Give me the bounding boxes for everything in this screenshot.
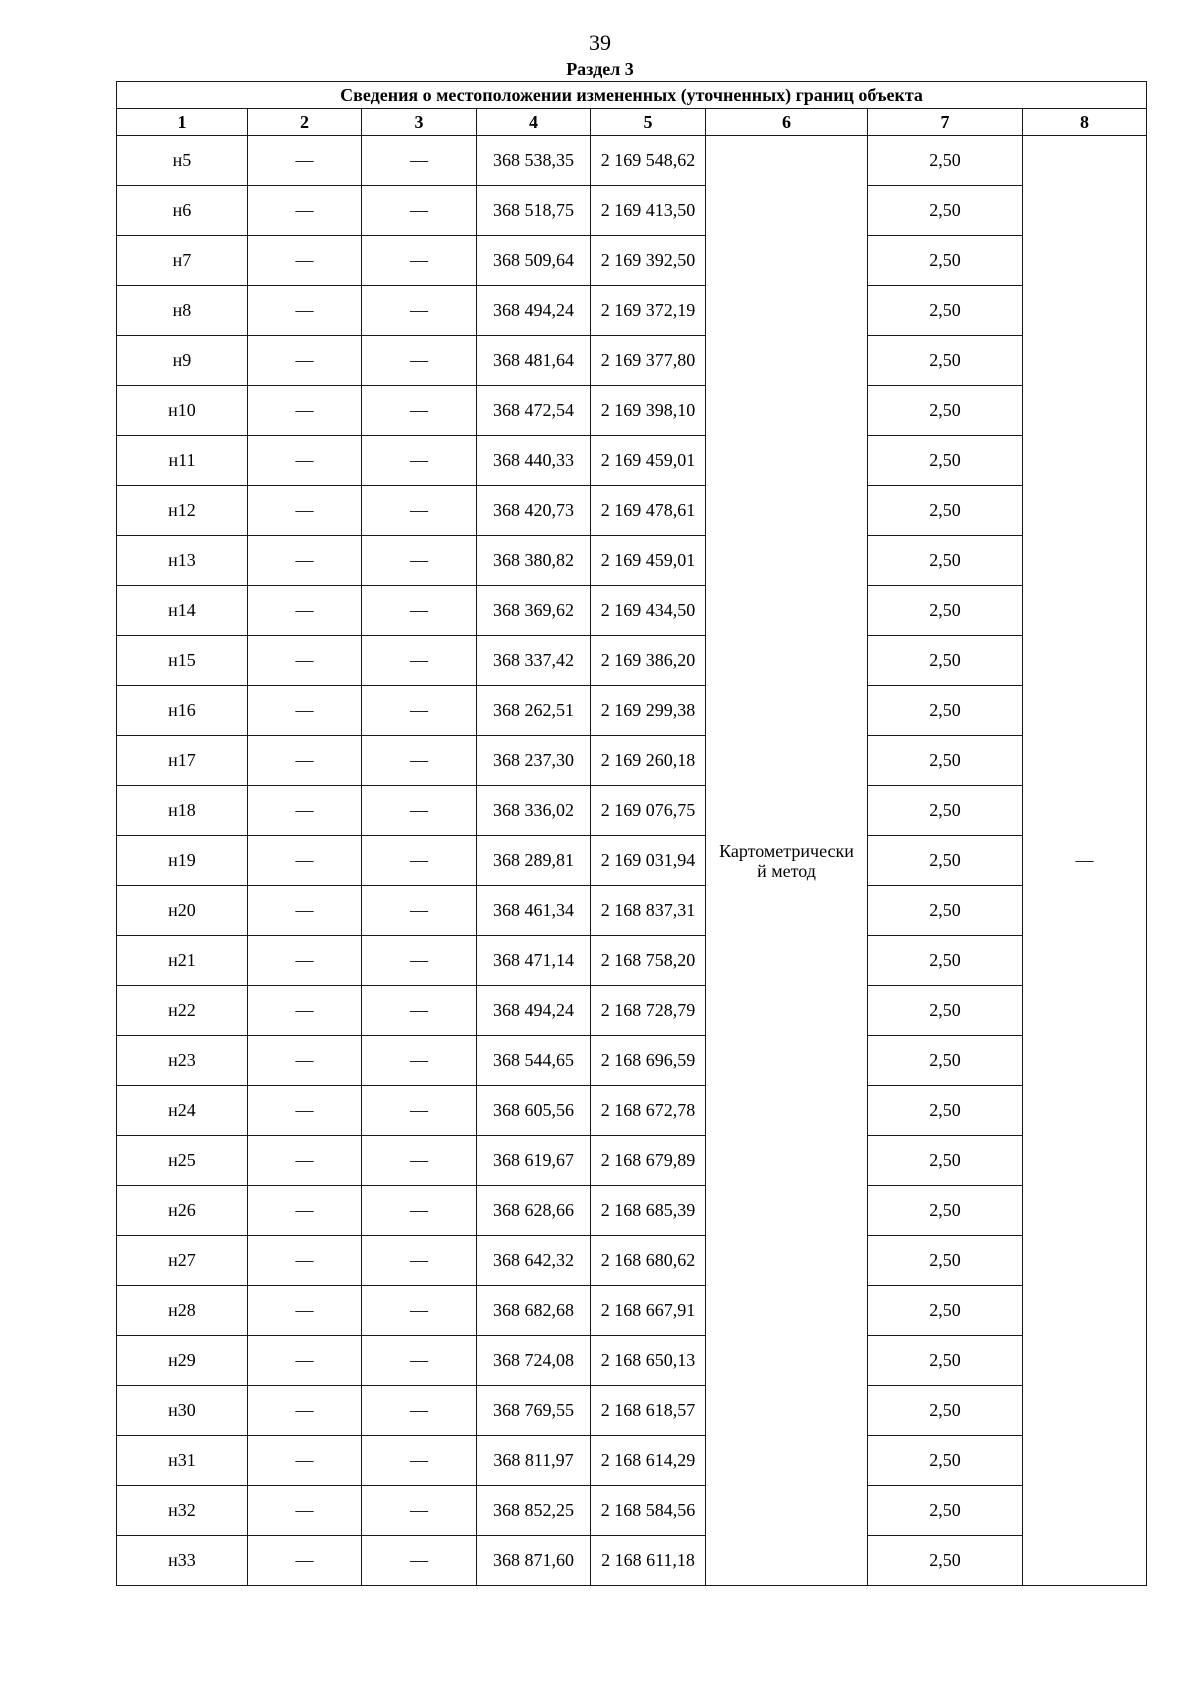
precision-value: 2,50 bbox=[868, 886, 1023, 936]
dash-cell: — bbox=[248, 736, 362, 786]
precision-value: 2,50 bbox=[868, 1486, 1023, 1536]
coordinate-x: 368 871,60 bbox=[477, 1536, 591, 1586]
point-number: н7 bbox=[117, 236, 248, 286]
point-number: н16 bbox=[117, 686, 248, 736]
dash-cell: — bbox=[248, 336, 362, 386]
precision-value: 2,50 bbox=[868, 1286, 1023, 1336]
precision-value: 2,50 bbox=[868, 786, 1023, 836]
coordinate-x: 368 494,24 bbox=[477, 986, 591, 1036]
dash-cell: — bbox=[362, 936, 477, 986]
dash-cell: — bbox=[362, 686, 477, 736]
coordinate-y: 2 168 728,79 bbox=[591, 986, 706, 1036]
section-title: Раздел 3 bbox=[566, 59, 634, 79]
point-number: н31 bbox=[117, 1436, 248, 1486]
dash-cell: — bbox=[248, 1236, 362, 1286]
dash-cell: — bbox=[248, 486, 362, 536]
coordinate-x: 368 420,73 bbox=[477, 486, 591, 536]
dash-cell: — bbox=[362, 1486, 477, 1536]
coordinate-x: 368 619,67 bbox=[477, 1136, 591, 1186]
dash-cell: — bbox=[248, 386, 362, 436]
coordinate-x: 368 544,65 bbox=[477, 1036, 591, 1086]
coordinate-x: 368 481,64 bbox=[477, 336, 591, 386]
point-number: н14 bbox=[117, 586, 248, 636]
dash-cell: — bbox=[248, 536, 362, 586]
table-row bbox=[117, 486, 1147, 536]
dash-cell: — bbox=[362, 986, 477, 1036]
dash-cell: — bbox=[362, 1386, 477, 1436]
precision-value: 2,50 bbox=[868, 436, 1023, 486]
dash-cell: — bbox=[362, 636, 477, 686]
coordinate-y: 2 168 679,89 bbox=[591, 1136, 706, 1186]
coordinate-x: 368 509,64 bbox=[477, 236, 591, 286]
point-number: н22 bbox=[117, 986, 248, 1036]
table-row bbox=[117, 236, 1147, 286]
method-text-line1: Картометрически bbox=[719, 840, 854, 861]
point-number: н26 bbox=[117, 1186, 248, 1236]
point-number: н5 bbox=[117, 136, 248, 186]
point-number: н29 bbox=[117, 1336, 248, 1386]
dash-cell: — bbox=[362, 586, 477, 636]
coordinate-y: 2 168 680,62 bbox=[591, 1236, 706, 1286]
coordinate-x: 368 494,24 bbox=[477, 286, 591, 336]
coordinate-y: 2 168 758,20 bbox=[591, 936, 706, 986]
column-number: 5 bbox=[591, 109, 706, 136]
dash-cell: — bbox=[362, 1436, 477, 1486]
coordinate-y: 2 169 459,01 bbox=[591, 536, 706, 586]
coordinate-y: 2 169 260,18 bbox=[591, 736, 706, 786]
point-number: н32 bbox=[117, 1486, 248, 1536]
dash-cell: — bbox=[362, 436, 477, 486]
precision-value: 2,50 bbox=[868, 1336, 1023, 1386]
precision-value: 2,50 bbox=[868, 586, 1023, 636]
coordinate-x: 368 538,35 bbox=[477, 136, 591, 186]
table-row bbox=[117, 286, 1147, 336]
coordinate-x: 368 628,66 bbox=[477, 1186, 591, 1236]
precision-value: 2,50 bbox=[868, 286, 1023, 336]
column-numbers-row bbox=[117, 109, 1147, 136]
coordinate-x: 368 724,08 bbox=[477, 1336, 591, 1386]
coordinate-x: 368 337,42 bbox=[477, 636, 591, 686]
column-number: 1 bbox=[117, 109, 248, 136]
column-number: 6 bbox=[706, 109, 868, 136]
coordinate-y: 2 168 667,91 bbox=[591, 1286, 706, 1336]
point-number: н25 bbox=[117, 1136, 248, 1186]
table-row bbox=[117, 336, 1147, 386]
dash-cell: — bbox=[362, 1286, 477, 1336]
dash-cell: — bbox=[248, 1286, 362, 1336]
coordinate-y: 2 169 076,75 bbox=[591, 786, 706, 836]
point-number: н24 bbox=[117, 1086, 248, 1136]
dash-cell: — bbox=[248, 786, 362, 836]
dash-cell: — bbox=[248, 436, 362, 486]
coordinate-y: 2 168 614,29 bbox=[591, 1436, 706, 1486]
dash-cell: — bbox=[248, 986, 362, 1036]
coordinate-y: 2 168 685,39 bbox=[591, 1186, 706, 1236]
coordinate-x: 368 336,02 bbox=[477, 786, 591, 836]
precision-value: 2,50 bbox=[868, 1236, 1023, 1286]
dash-cell: — bbox=[362, 536, 477, 586]
precision-value: 2,50 bbox=[868, 636, 1023, 686]
dash-cell: — bbox=[362, 236, 477, 286]
coordinates-table bbox=[116, 81, 1147, 1586]
method-cell bbox=[706, 136, 868, 1586]
coordinate-x: 368 262,51 bbox=[477, 686, 591, 736]
coordinate-y: 2 169 372,19 bbox=[591, 286, 706, 336]
dash-cell: — bbox=[362, 886, 477, 936]
coordinate-y: 2 169 413,50 bbox=[591, 186, 706, 236]
method-text-line2: й метод bbox=[757, 860, 816, 881]
point-number: н10 bbox=[117, 386, 248, 436]
dash-cell: — bbox=[248, 1386, 362, 1436]
table-row bbox=[117, 636, 1147, 686]
dash-cell: — bbox=[362, 836, 477, 886]
coordinate-y: 2 168 837,31 bbox=[591, 886, 706, 936]
precision-value: 2,50 bbox=[868, 1386, 1023, 1436]
page-number: 39 bbox=[589, 30, 611, 55]
coordinate-y: 2 169 377,80 bbox=[591, 336, 706, 386]
coordinate-y: 2 168 650,13 bbox=[591, 1336, 706, 1386]
table-row bbox=[117, 1336, 1147, 1386]
point-number: н15 bbox=[117, 636, 248, 686]
table-caption: Сведения о местоположении измененных (уточненных) границ объекта bbox=[117, 82, 1147, 109]
table-row bbox=[117, 1086, 1147, 1136]
coordinate-y: 2 169 031,94 bbox=[591, 836, 706, 886]
precision-value: 2,50 bbox=[868, 1086, 1023, 1136]
point-number: н28 bbox=[117, 1286, 248, 1336]
dash-cell: — bbox=[248, 836, 362, 886]
point-number: н27 bbox=[117, 1236, 248, 1286]
coordinate-x: 368 852,25 bbox=[477, 1486, 591, 1536]
dash-cell: — bbox=[362, 1536, 477, 1586]
precision-value: 2,50 bbox=[868, 836, 1023, 886]
coordinate-x: 368 769,55 bbox=[477, 1386, 591, 1436]
dash-cell: — bbox=[248, 236, 362, 286]
dash-cell: — bbox=[362, 1036, 477, 1086]
coordinate-x: 368 471,14 bbox=[477, 936, 591, 986]
precision-value: 2,50 bbox=[868, 186, 1023, 236]
table-row bbox=[117, 186, 1147, 236]
dash-cell: — bbox=[362, 136, 477, 186]
dash-cell: — bbox=[362, 1186, 477, 1236]
coordinate-y: 2 169 478,61 bbox=[591, 486, 706, 536]
precision-value: 2,50 bbox=[868, 1036, 1023, 1086]
precision-value: 2,50 bbox=[868, 236, 1023, 286]
precision-value: 2,50 bbox=[868, 1436, 1023, 1486]
coordinate-x: 368 380,82 bbox=[477, 536, 591, 586]
point-number: н17 bbox=[117, 736, 248, 786]
coordinate-x: 368 811,97 bbox=[477, 1436, 591, 1486]
coordinate-y: 2 168 611,18 bbox=[591, 1536, 706, 1586]
point-number: н23 bbox=[117, 1036, 248, 1086]
dash-cell: — bbox=[248, 1086, 362, 1136]
coordinate-y: 2 169 299,38 bbox=[591, 686, 706, 736]
dash-cell: — bbox=[248, 1486, 362, 1536]
point-number: н11 bbox=[117, 436, 248, 486]
dash-cell: — bbox=[248, 1186, 362, 1236]
table-row bbox=[117, 786, 1147, 836]
coordinate-y: 2 169 434,50 bbox=[591, 586, 706, 636]
point-number: н8 bbox=[117, 286, 248, 336]
table-row bbox=[117, 436, 1147, 486]
dash-cell: — bbox=[248, 136, 362, 186]
dash-cell: — bbox=[362, 386, 477, 436]
column-number: 4 bbox=[477, 109, 591, 136]
coordinate-y: 2 168 584,56 bbox=[591, 1486, 706, 1536]
dash-cell: — bbox=[248, 1136, 362, 1186]
precision-value: 2,50 bbox=[868, 386, 1023, 436]
precision-value: 2,50 bbox=[868, 136, 1023, 186]
point-number: н9 bbox=[117, 336, 248, 386]
coordinate-x: 368 518,75 bbox=[477, 186, 591, 236]
precision-value: 2,50 bbox=[868, 686, 1023, 736]
dash-cell: — bbox=[248, 1536, 362, 1586]
precision-value: 2,50 bbox=[868, 486, 1023, 536]
point-number: н6 bbox=[117, 186, 248, 236]
table-body bbox=[117, 136, 1147, 1586]
coordinate-x: 368 605,56 bbox=[477, 1086, 591, 1136]
dash-cell: — bbox=[248, 686, 362, 736]
precision-value: 2,50 bbox=[868, 1186, 1023, 1236]
table-row bbox=[117, 536, 1147, 586]
table-row bbox=[117, 1486, 1147, 1536]
point-number: н20 bbox=[117, 886, 248, 936]
table-row bbox=[117, 1286, 1147, 1336]
coordinate-y: 2 168 672,78 bbox=[591, 1086, 706, 1136]
dash-cell: — bbox=[248, 1036, 362, 1086]
point-number: н33 bbox=[117, 1536, 248, 1586]
coordinate-x: 368 461,34 bbox=[477, 886, 591, 936]
table-row bbox=[117, 986, 1147, 1036]
coordinate-y: 2 169 459,01 bbox=[591, 436, 706, 486]
column-number: 2 bbox=[248, 109, 362, 136]
table-row bbox=[117, 1186, 1147, 1236]
precision-value: 2,50 bbox=[868, 1136, 1023, 1186]
dash-cell: — bbox=[362, 286, 477, 336]
dash-cell: — bbox=[248, 636, 362, 686]
column8-cell: — bbox=[1023, 136, 1147, 1586]
dash-cell: — bbox=[362, 1236, 477, 1286]
table-row bbox=[117, 1236, 1147, 1286]
dash-cell: — bbox=[362, 1136, 477, 1186]
dash-cell: — bbox=[248, 1436, 362, 1486]
coordinate-y: 2 168 618,57 bbox=[591, 1386, 706, 1436]
table-row bbox=[117, 686, 1147, 736]
coordinate-y: 2 169 398,10 bbox=[591, 386, 706, 436]
dash-cell: — bbox=[362, 1086, 477, 1136]
coordinate-y: 2 168 696,59 bbox=[591, 1036, 706, 1086]
precision-value: 2,50 bbox=[868, 536, 1023, 586]
dash-cell: — bbox=[248, 586, 362, 636]
dash-cell: — bbox=[362, 786, 477, 836]
point-number: н19 bbox=[117, 836, 248, 886]
coordinate-x: 368 682,68 bbox=[477, 1286, 591, 1336]
coordinate-x: 368 369,62 bbox=[477, 586, 591, 636]
precision-value: 2,50 bbox=[868, 986, 1023, 1036]
point-number: н18 bbox=[117, 786, 248, 836]
point-number: н21 bbox=[117, 936, 248, 986]
table-row bbox=[117, 1436, 1147, 1486]
precision-value: 2,50 bbox=[868, 736, 1023, 786]
table-row bbox=[117, 136, 1147, 186]
column-number: 8 bbox=[1023, 109, 1147, 136]
table-row bbox=[117, 836, 1147, 886]
precision-value: 2,50 bbox=[868, 336, 1023, 386]
coordinate-y: 2 169 548,62 bbox=[591, 136, 706, 186]
coordinate-y: 2 169 392,50 bbox=[591, 236, 706, 286]
table-row bbox=[117, 936, 1147, 986]
column-number: 3 bbox=[362, 109, 477, 136]
coordinate-x: 368 289,81 bbox=[477, 836, 591, 886]
coordinate-y: 2 169 386,20 bbox=[591, 636, 706, 686]
precision-value: 2,50 bbox=[868, 936, 1023, 986]
table-row bbox=[117, 886, 1147, 936]
point-number: н30 bbox=[117, 1386, 248, 1436]
point-number: н12 bbox=[117, 486, 248, 536]
table-row bbox=[117, 736, 1147, 786]
table-row bbox=[117, 1536, 1147, 1586]
dash-cell: — bbox=[248, 286, 362, 336]
dash-cell: — bbox=[362, 486, 477, 536]
table-row bbox=[117, 1036, 1147, 1086]
column-number: 7 bbox=[868, 109, 1023, 136]
dash-cell: — bbox=[362, 336, 477, 386]
precision-value: 2,50 bbox=[868, 1536, 1023, 1586]
table-row bbox=[117, 1136, 1147, 1186]
dash-cell: — bbox=[248, 886, 362, 936]
table-row bbox=[117, 1386, 1147, 1436]
dash-cell: — bbox=[362, 186, 477, 236]
dash-cell: — bbox=[248, 1336, 362, 1386]
dash-cell: — bbox=[248, 186, 362, 236]
point-number: н13 bbox=[117, 536, 248, 586]
coordinate-x: 368 440,33 bbox=[477, 436, 591, 486]
table-row bbox=[117, 586, 1147, 636]
coordinate-x: 368 472,54 bbox=[477, 386, 591, 436]
table-row bbox=[117, 386, 1147, 436]
dash-cell: — bbox=[362, 736, 477, 786]
coordinate-x: 368 237,30 bbox=[477, 736, 591, 786]
dash-cell: — bbox=[248, 936, 362, 986]
coordinate-x: 368 642,32 bbox=[477, 1236, 591, 1286]
dash-cell: — bbox=[362, 1336, 477, 1386]
